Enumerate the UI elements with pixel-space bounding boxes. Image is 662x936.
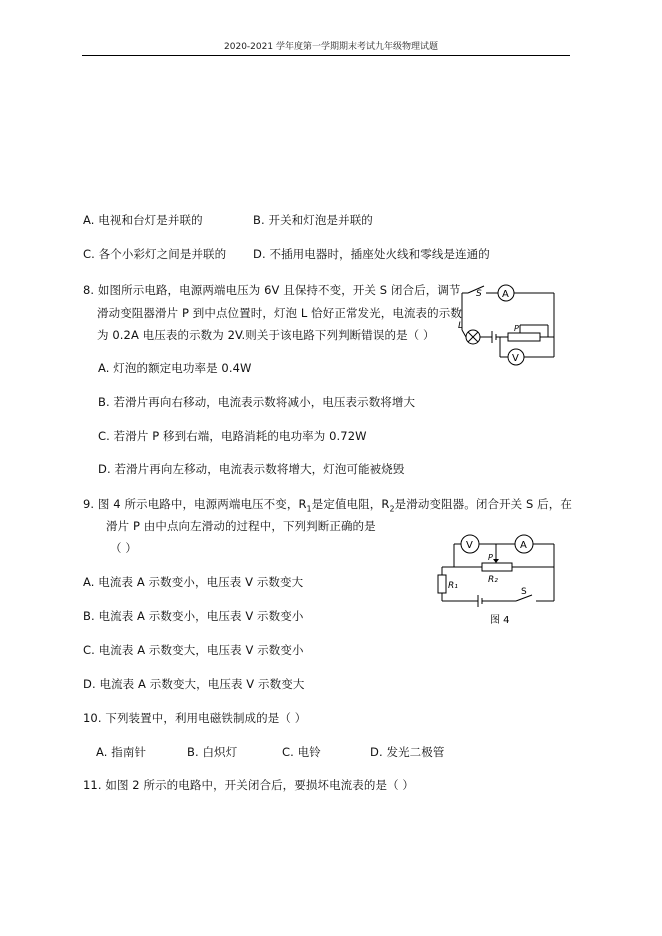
q9-r1-label: R₁ xyxy=(448,581,458,591)
q8-voltmeter-label: V xyxy=(512,353,519,364)
q10-option-b: B. 白炽灯 xyxy=(187,745,238,759)
q9-switch-label: S xyxy=(521,587,527,597)
q9-resistor-r1 xyxy=(438,575,446,593)
q9-stem-line1: 9. 图 4 所示电路中，电源两端电压不变，$R_1$是定值电阻，$R_2$是滑动变阻器。闭合开关 S 后，在 xyxy=(83,497,572,514)
q9-figure-caption: 图 4 xyxy=(490,615,510,625)
q9-option-b: B. 电流表 A 示数变小，电压表 V 示数变小 xyxy=(83,609,304,623)
q8-option-c: C. 若滑片 P 移到右端，电路消耗的电功率为 0.72W xyxy=(98,429,367,443)
q8-switch-label: S xyxy=(476,289,482,299)
q9-stem-line2: 滑片 P 由中点向左滑动的过程中，下列判断正确的是 xyxy=(106,519,376,533)
header-rule xyxy=(82,55,570,56)
q9-rheostat xyxy=(482,563,512,571)
q10-option-a: A. 指南针 xyxy=(96,745,147,759)
q7-option-b: B. 开关和灯泡是并联的 xyxy=(253,213,373,227)
q8-slider-label: P xyxy=(514,324,519,333)
q9-voltmeter-label: V xyxy=(466,540,473,551)
q9-ammeter-label: A xyxy=(520,540,527,551)
q8-stem-line1: 8. 如图所示电路，电源两端电压为 6V 且保持不变，开关 S 闭合后，调节 xyxy=(83,283,461,297)
q7-option-a: A. 电视和台灯是并联的 xyxy=(83,213,203,227)
q8-option-d: D. 若滑片再向左移动，电流表示数将增大，灯泡可能被烧毁 xyxy=(98,462,405,476)
q9-circuit-diagram xyxy=(436,533,562,625)
q10-option-d: D. 发光二极管 xyxy=(370,745,445,759)
q9-option-d: D. 电流表 A 示数变大，电压表 V 示数变大 xyxy=(83,677,305,691)
q9-slider-label: P xyxy=(488,553,493,562)
q9-r2-label: R₂ xyxy=(488,575,498,585)
q8-stem-line2: 滑动变阻器滑片 P 到中点位置时，灯泡 L 恰好正常发光，电流表的示数 xyxy=(97,306,462,320)
q10-stem: 10. 下列装置中，利用电磁铁制成的是（ ） xyxy=(83,711,307,725)
q9-option-c: C. 电流表 A 示数变大，电压表 V 示数变小 xyxy=(83,643,304,657)
page-header: 2020-2021 学年度第一学期期末考试九年级物理试题 xyxy=(224,42,438,52)
q8-ammeter-label: A xyxy=(502,289,509,300)
q10-option-c: C. 电铃 xyxy=(282,745,321,759)
q8-stem-line3: 为 0.2A 电压表的示数为 2V.则关于该电路下列判断错误的是（ ） xyxy=(97,328,435,342)
q9-option-a: A. 电流表 A 示数变小，电压表 V 示数变大 xyxy=(83,575,304,589)
q7-option-c: C. 各个小彩灯之间是并联的 xyxy=(83,247,227,261)
q9-stem-line3: （ ） xyxy=(110,541,137,555)
q8-option-a: A. 灯泡的额定电功率是 0.4W xyxy=(98,361,252,375)
q7-option-d: D. 不插用电器时，插座处火线和零线是连通的 xyxy=(253,247,490,261)
q8-option-b: B. 若滑片再向右移动，电流表示数将减小，电压表示数将增大 xyxy=(98,395,416,409)
q11-stem: 11. 如图 2 所示的电路中，开关闭合后，要损坏电流表的是（ ） xyxy=(83,778,415,792)
q8-circuit-diagram xyxy=(456,280,566,372)
q8-lamp-label: L xyxy=(458,321,464,331)
